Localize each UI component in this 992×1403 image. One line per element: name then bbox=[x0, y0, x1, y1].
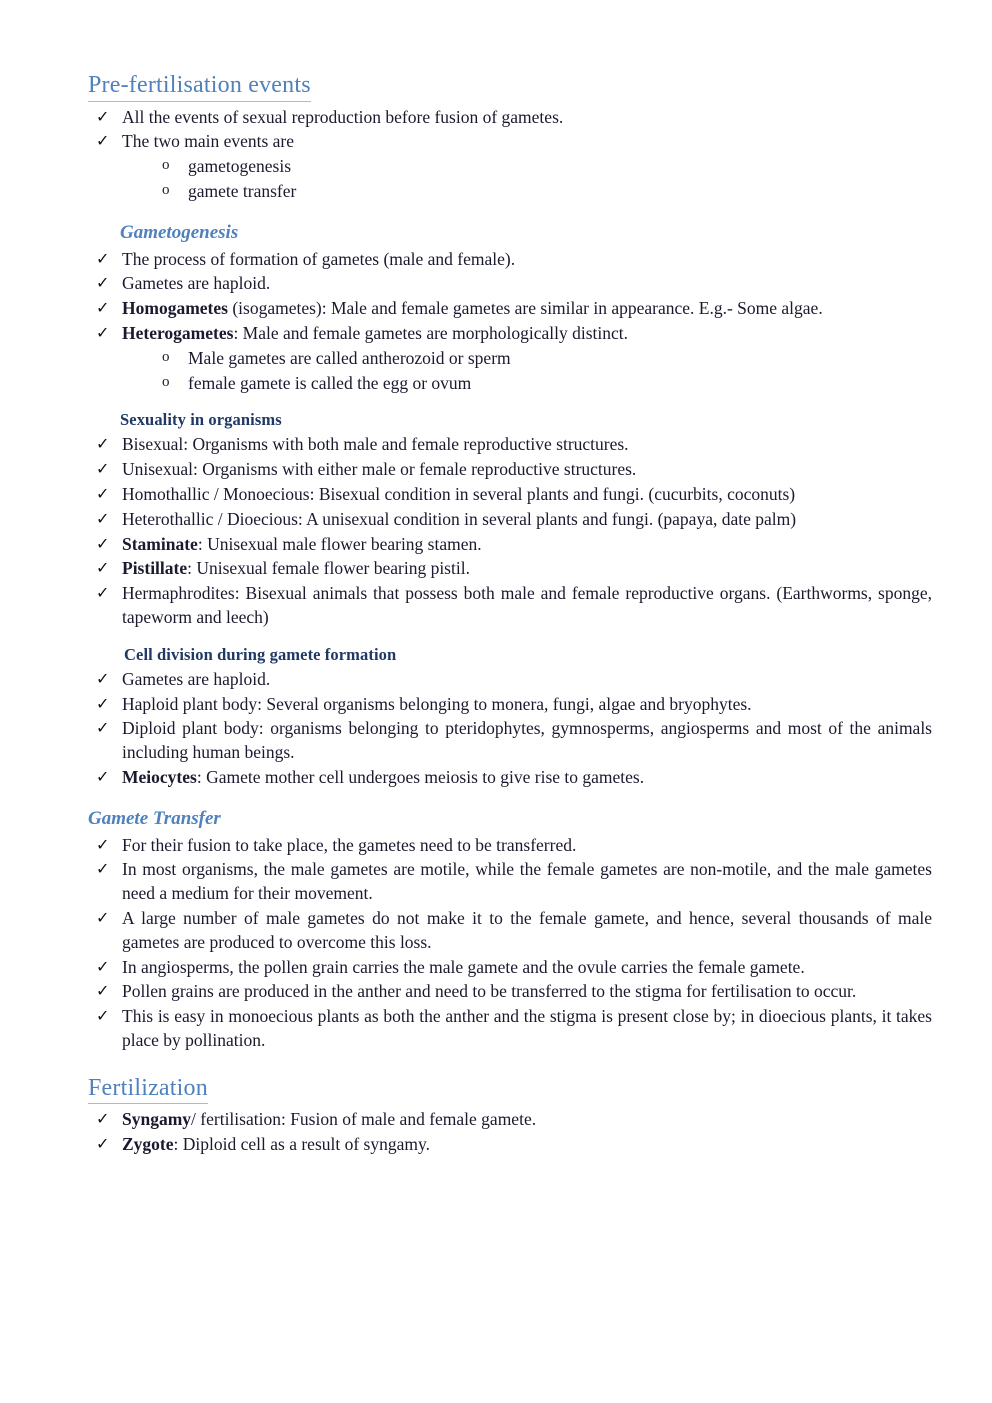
checkmark-icon: ✓ bbox=[96, 718, 110, 738]
section-gametogenesis bbox=[88, 222, 932, 396]
list-item bbox=[88, 693, 932, 717]
heading-cell-division-during-gamete-formation: Cell division during gamete formation bbox=[124, 644, 397, 664]
list-item-text: In most organisms, the male gametes are motile, while the female gametes are non-motile, and the male gametes need a medium for their movement. bbox=[122, 859, 932, 904]
list-item bbox=[88, 272, 932, 296]
circle-bullet-icon: o bbox=[162, 181, 170, 198]
list-item bbox=[88, 717, 932, 765]
checkmark-icon: ✓ bbox=[96, 1134, 110, 1154]
list-item bbox=[88, 155, 932, 179]
circle-bullet-icon: o bbox=[162, 157, 170, 174]
list-item-text: : Unisexual male flower bearing stamen. bbox=[197, 533, 482, 554]
list-item bbox=[88, 347, 932, 371]
list-item-text: Gametes are haploid. bbox=[122, 273, 271, 294]
list-item bbox=[88, 458, 932, 482]
list-item bbox=[88, 106, 932, 130]
checkmark-icon: ✓ bbox=[96, 956, 110, 976]
list-item-text: The process of formation of gametes (male and female). bbox=[122, 248, 516, 269]
checkmark-icon: ✓ bbox=[96, 907, 110, 927]
checkmark-icon: ✓ bbox=[96, 668, 110, 688]
checkmark-icon: ✓ bbox=[96, 583, 110, 603]
list-item-text: Gametes are haploid. bbox=[122, 668, 271, 689]
list-item bbox=[88, 372, 932, 396]
checkmark-icon: ✓ bbox=[96, 558, 110, 578]
checkmark-icon: ✓ bbox=[96, 981, 110, 1001]
list-item bbox=[88, 1108, 932, 1132]
list-item bbox=[88, 130, 932, 154]
list-item bbox=[88, 533, 932, 557]
list-item-text: The two main events are bbox=[122, 131, 295, 152]
list-item bbox=[88, 582, 932, 630]
checkmark-icon: ✓ bbox=[96, 459, 110, 479]
checkmark-icon: ✓ bbox=[96, 1006, 110, 1026]
list-item-text: : Diploid cell as a result of syngamy. bbox=[173, 1134, 430, 1155]
heading-pre-fertilisation-events: Pre-fertilisation events bbox=[88, 72, 311, 102]
checkmark-icon: ✓ bbox=[96, 533, 110, 553]
list-item-text: (isogametes): Male and female gametes are similar in appearance. E.g.- Some algae. bbox=[227, 298, 823, 319]
bullet-list bbox=[88, 106, 932, 155]
list-item-text: / fertilisation: Fusion of male and female gamete. bbox=[191, 1109, 537, 1130]
list-item bbox=[88, 980, 932, 1004]
list-item bbox=[88, 766, 932, 790]
heading-gamete-transfer: Gamete Transfer bbox=[88, 807, 221, 829]
term-label: Pistillate bbox=[122, 558, 188, 579]
checkmark-icon: ✓ bbox=[96, 508, 110, 528]
section-cell-division bbox=[88, 646, 932, 790]
checkmark-icon: ✓ bbox=[96, 323, 110, 343]
list-item-text: For their fusion to take place, the gametes need to be transferred. bbox=[122, 834, 577, 855]
list-item-text: This is easy in monoecious plants as both the anther and the stigma is present close by; in dioecious plants, it takes place by pollination. bbox=[122, 1006, 932, 1050]
list-item-text: : Gamete mother cell undergoes meiosis to give rise to gametes. bbox=[196, 766, 645, 787]
list-item bbox=[88, 858, 932, 906]
list-item bbox=[88, 1005, 932, 1053]
list-item bbox=[88, 508, 932, 532]
section-gamete-transfer bbox=[88, 808, 932, 1053]
circle-bullet-icon: o bbox=[162, 373, 170, 390]
list-item-text: female gamete is called the egg or ovum bbox=[188, 372, 472, 393]
list-item bbox=[88, 322, 932, 346]
checkmark-icon: ✓ bbox=[96, 693, 110, 713]
list-item bbox=[88, 297, 932, 321]
list-item bbox=[88, 907, 932, 955]
sub-bullet-list bbox=[88, 155, 932, 204]
list-item-text: gamete transfer bbox=[188, 180, 297, 201]
sub-bullet-list bbox=[88, 347, 932, 396]
list-item bbox=[88, 180, 932, 204]
list-item bbox=[88, 1133, 932, 1157]
checkmark-icon: ✓ bbox=[96, 859, 110, 879]
term-label: Heterogametes bbox=[122, 323, 234, 344]
section-sexuality-in-organisms bbox=[88, 411, 932, 629]
section-pre-fertilisation bbox=[88, 72, 932, 204]
list-item bbox=[88, 668, 932, 692]
list-item-text: Heterothallic / Dioecious: A unisexual condition in several plants and fungi. (papaya, date palm) bbox=[122, 508, 797, 529]
checkmark-icon: ✓ bbox=[96, 1109, 110, 1129]
term-label: Meiocytes bbox=[122, 766, 197, 787]
heading-sexuality-in-organisms: Sexuality in organisms bbox=[120, 410, 282, 430]
list-item bbox=[88, 433, 932, 457]
term-label: Syngamy bbox=[122, 1109, 192, 1130]
list-item-text: Haploid plant body: Several organisms belonging to monera, fungi, algae and bryophytes. bbox=[122, 693, 752, 714]
heading-gametogenesis: Gametogenesis bbox=[120, 221, 239, 243]
checkmark-icon: ✓ bbox=[96, 434, 110, 454]
term-label: Homogametes bbox=[122, 298, 228, 319]
list-item-text: Pollen grains are produced in the anther and need to be transferred to the stigma for fertilisation to occur. bbox=[122, 981, 857, 1002]
checkmark-icon: ✓ bbox=[96, 766, 110, 786]
checkmark-icon: ✓ bbox=[96, 834, 110, 854]
term-label: Staminate bbox=[122, 533, 198, 554]
list-item-text: Homothallic / Monoecious: Bisexual condition in several plants and fungi. (cucurbits, coconuts) bbox=[122, 483, 796, 504]
list-item bbox=[88, 834, 932, 858]
bullet-list bbox=[88, 668, 932, 790]
section-fertilization bbox=[88, 1055, 932, 1157]
circle-bullet-icon: o bbox=[162, 348, 170, 365]
bullet-list bbox=[88, 433, 932, 629]
bullet-list bbox=[88, 1108, 932, 1157]
heading-fertilization: Fertilization bbox=[88, 1075, 208, 1105]
term-label: Zygote bbox=[122, 1134, 174, 1155]
bullet-list bbox=[88, 248, 932, 346]
list-item bbox=[88, 248, 932, 272]
list-item-text: A large number of male gametes do not make it to the female gamete, and hence, several thousands of male gametes are produced to overcome this loss. bbox=[122, 907, 932, 952]
list-item bbox=[88, 483, 932, 507]
checkmark-icon: ✓ bbox=[96, 131, 110, 151]
list-item-text: Diploid plant body: organisms belonging to pteridophytes, gymnosperms, angiosperms and most of the animals including human beings. bbox=[122, 718, 932, 763]
list-item-text: Bisexual: Organisms with both male and female reproductive structures. bbox=[122, 434, 629, 455]
checkmark-icon: ✓ bbox=[96, 273, 110, 293]
checkmark-icon: ✓ bbox=[96, 248, 110, 268]
list-item bbox=[88, 557, 932, 581]
list-item-text: : Male and female gametes are morphologically distinct. bbox=[233, 323, 629, 344]
bullet-list bbox=[88, 834, 932, 1053]
list-item-text: Unisexual: Organisms with either male or female reproductive structures. bbox=[122, 459, 637, 480]
list-item-text: All the events of sexual reproduction before fusion of gametes. bbox=[122, 106, 564, 127]
list-item-text: Male gametes are called antherozoid or sperm bbox=[188, 347, 511, 368]
list-item-text: : Unisexual female flower bearing pistil. bbox=[187, 558, 470, 579]
list-item-text: Hermaphrodites: Bisexual animals that possess both male and female reproductive organs. (Earthworms, sponge, tapeworm and leech) bbox=[122, 583, 932, 627]
list-item-text: In angiosperms, the pollen grain carries the male gamete and the ovule carries the female gamete. bbox=[122, 956, 805, 977]
list-item-text: gametogenesis bbox=[188, 156, 292, 177]
checkmark-icon: ✓ bbox=[96, 106, 110, 126]
checkmark-icon: ✓ bbox=[96, 298, 110, 318]
list-item bbox=[88, 956, 932, 980]
checkmark-icon: ✓ bbox=[96, 483, 110, 503]
